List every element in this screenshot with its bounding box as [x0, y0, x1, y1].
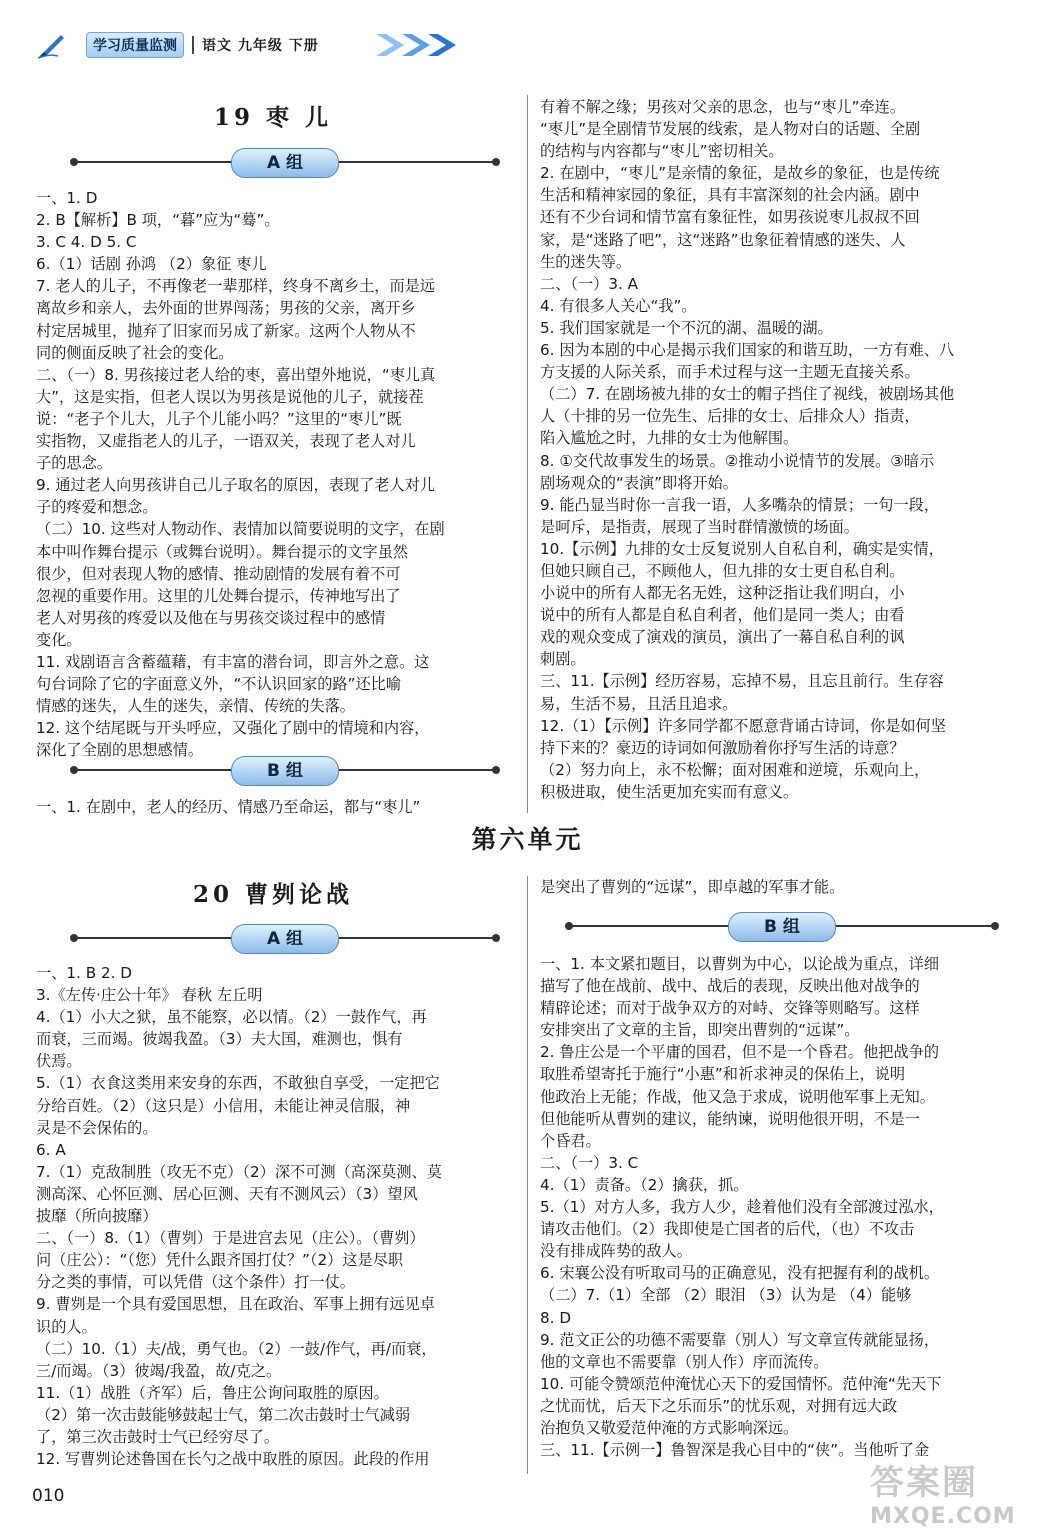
answer-line: 11.（1）战胜（齐军）后，鲁庄公询问取胜的原因。 [36, 1383, 389, 1402]
answer-line: 安排突出了文章的主旨，即突出曹刿的“远谋”。 [540, 1021, 860, 1040]
answer-line: 一、1. 本文紧扣题目，以曹刿为中心，以论战为重点，详细 [540, 955, 940, 973]
answer-line: 的结构与内容都与“枣儿”密切相关。 [540, 142, 784, 161]
lesson-19-title: 19 枣 儿 [213, 104, 333, 131]
answer-line: 6.（1）话剧 孙鸿 （2）象征 枣儿 [36, 255, 267, 274]
answer-line: 老人对男孩的疼爱以及他在与男孩交谈过程中的感情 [36, 608, 386, 627]
answer-line: 子的思念。 [36, 454, 112, 473]
answer-line: 9. 范文正公的功德不需要靠（别人）写文章宣传就能显扬， [540, 1330, 940, 1349]
answer-line: 大”，这是实指，但老人误以为男孩是说他的儿子，就接茬 [36, 387, 424, 406]
answer-line: “枣儿”是全剧情节发展的线索，是人物对白的话题、全剧 [540, 120, 921, 139]
answer-line: （2）努力向上，永不松懈；面对困难和逆境，乐观向上， [540, 760, 930, 779]
lesson-20-group-a-answers-continued [540, 876, 1030, 898]
divider-dot [991, 922, 999, 930]
answer-line: 5.（1）对方人多，我方人少，趁着他们没有全部渡过泓水， [540, 1198, 944, 1217]
answer-line: 村定居城里，抛弃了旧家而另成了新家。这两个人物从不 [36, 321, 416, 340]
answer-line: 说：“老子个儿大，儿子个儿能小吗？”这里的“枣儿”既 [36, 409, 402, 428]
answer-line: 8. D [540, 1308, 572, 1327]
answer-line: 深化了全剧的思想感情。 [36, 741, 204, 760]
header-banner [80, 32, 325, 58]
answer-line: 他政治上无能；作战，他又急于求成，说明他军事上无知。 [540, 1087, 935, 1106]
answer-line: 还有不少台词和情节富有象征性，如男孩说枣儿叔叔不回 [540, 208, 920, 227]
unit-title: 第六单元 [471, 825, 584, 854]
divider-dot [70, 934, 78, 942]
answer-line: 披靡（所向披靡） [36, 1207, 158, 1226]
answer-line: 了，第三次击鼓时士气已经穷尽了。 [36, 1427, 279, 1446]
answer-line: 积极进取，使生活更加充实而有意义。 [540, 782, 799, 801]
answer-line: 5. 我们国家就是一个不沉的湖、温暖的湖。 [540, 318, 833, 337]
answer-line: 戏的观众变成了演戏的演员，演出了一幕自私自利的讽 [540, 628, 905, 647]
series-name: 学习质量监测 [86, 32, 184, 58]
answer-line: 是呵斥，是指责，展现了当时群情激愤的场面。 [540, 517, 859, 536]
answer-line: 个昏君。 [540, 1131, 601, 1150]
answer-line: 11. 戏剧语言含蓄蕴藉，有丰富的潜台词，即言外之意。这 [36, 652, 430, 671]
lesson-20-title: 20 曹刿论战 [192, 881, 353, 908]
page-header [36, 28, 456, 62]
answer-line: 一、1. D [36, 189, 98, 207]
answer-line: 他的文章也不需要靠（别人作）序而流传。 [540, 1352, 829, 1371]
group-b-label: B 组 [728, 912, 836, 942]
answer-line: 3.《左传·庄公十年》 春秋 左丘明 [36, 986, 263, 1005]
answer-line: 5.（1）衣食这类用来安身的东西，不敢独自享受，一定把它 [36, 1074, 440, 1093]
answer-line: （2）第一次击鼓能够鼓起士气，第二次击鼓时士气减弱 [36, 1405, 411, 1424]
answer-line: 二、（一）8. 男孩接过老人给的枣，喜出望外地说，“枣儿真 [36, 365, 436, 384]
answer-line: 三、11.【示例】经历容易，忘掉不易，且忘且前行。生存容 [540, 672, 944, 691]
answer-line: 方支援的人际关系，而手术过程与这一主题无直接关系。 [540, 363, 920, 382]
answer-line: 9. 能凸显当时你一言我一语，人多嘴杂的情景；一句一段， [540, 495, 940, 514]
divider-dot [492, 158, 500, 166]
divider-dot [70, 766, 78, 774]
answer-line: 之忧而忧，后天下之乐而乐”的忧乐观，对拥有远大政 [540, 1396, 898, 1415]
column-rule [527, 95, 528, 813]
pen-icon [36, 30, 66, 60]
lesson-19-group-a-answers [36, 187, 516, 761]
divider-dot [70, 158, 78, 166]
answer-line: 离故乡和亲人，去外面的世界闯荡；男孩的父亲，离开乡 [36, 299, 416, 318]
answer-line: 4.（1）责备。（2）擒获，抓。 [540, 1175, 749, 1194]
answer-line: 说中的所有人都是自私自利者，他们是同一类人；由看 [540, 606, 905, 625]
lesson-20-group-b-answers [540, 953, 1030, 1461]
answer-line: 剧场观众的“表演”即将开始。 [540, 473, 738, 492]
answer-line: （二）10.（1）夫/战，勇气也。（2）一鼓/作气，再/而衰， [36, 1339, 437, 1358]
answer-line: 12. 这个结尾既与开头呼应，又强化了剧中的情境和内容， [36, 719, 430, 738]
page-number: 010 [32, 1486, 65, 1506]
divider-dot [492, 934, 500, 942]
answer-line: 持下来的？豪迈的诗词如何激励着你抒写生活的诗意？ [540, 738, 905, 757]
group-a-label: A 组 [231, 924, 339, 954]
answer-line: 识的人。 [36, 1317, 97, 1336]
answer-line: 治抱负又敬爱范仲淹的方式影响深远。 [540, 1418, 799, 1437]
answer-line: 生的迷失等。 [540, 252, 632, 271]
answer-line: 10. 可能令赞颂范仲淹忧心天下的爱国情怀。范仲淹“先天下 [540, 1374, 942, 1393]
answer-line: 生活和精神家园的象征，具有丰富深刻的社会内涵。剧中 [540, 186, 920, 205]
group-a-divider [72, 148, 498, 176]
lesson-19-group-b-answers [36, 796, 516, 818]
answer-line: 二、（一）3. C [540, 1153, 639, 1172]
answer-line: 取胜希望寄托于施行“小惠”和祈求神灵的保佑上，说明 [540, 1065, 906, 1084]
answer-line: 4.（1）小大之狱，虽不能察，必以情。（2）一鼓作气，再 [36, 1008, 427, 1027]
answer-line: 人（十排的另一位先生、后排的女士、后排众人）指责， [540, 407, 920, 426]
answer-line: 7. 老人的儿子，不再像老一辈那样，终身不离乡土，而是远 [36, 277, 436, 296]
answer-line: 陷入尴尬之时，九排的女士为他解围。 [540, 429, 799, 448]
answer-line: 灵是不会保佑的。 [36, 1118, 158, 1137]
lesson-19-group-b-answers-continued [540, 96, 1030, 803]
answer-line: （二）10. 这些对人物动作、表情加以简要说明的文字，在剧 [36, 520, 445, 539]
answer-line: 句台词除了它的字面意义外，“不认识回家的路”还比喻 [36, 675, 402, 694]
answer-line: 同的侧面反映了社会的变化。 [36, 343, 234, 362]
watermark [870, 1455, 1050, 1533]
answer-line: 但他能听从曹刿的建议，能纳谏，说明他很开明，不是一 [540, 1109, 920, 1128]
answer-line: 分给百姓。（2）（这只是）小信用，未能让神灵信服，神 [36, 1096, 411, 1115]
answer-line: 易，生活不易，且活且追求。 [540, 694, 738, 713]
answer-line: 4. 有很多人关心“我”。 [540, 296, 697, 315]
answer-line: 很少，但对表现人物的感情、推动剧情的发展有着不可 [36, 564, 401, 583]
answer-line: 8. ①交代故事发生的场景。②推动小说情节的发展。③暗示 [540, 451, 935, 470]
answer-line: （二）7.（1）全部 （2）眼泪 （3）认为是 （4）能够 [540, 1286, 912, 1305]
answer-line: 二、（一）8.（1）（曹刿）于是进宫去见（庄公）。（曹刿） [36, 1229, 425, 1248]
chevrons-icon [372, 32, 472, 58]
group-b-label: B 组 [231, 756, 339, 786]
answer-line: 测高深、心怀叵测、居心叵测、天有不测风云）（3）望风 [36, 1184, 418, 1203]
answer-line: 2. 鲁庄公是一个平庸的国君，但不是一个昏君。他把战争的 [540, 1043, 940, 1062]
lesson-20-group-a-answers [36, 962, 516, 1470]
answer-line: 描写了他在战前、战中、战后的表现，反映出他对战争的 [540, 977, 920, 996]
answer-line: 2. 在剧中，“枣儿”是亲情的象征，是故乡的象征，也是传统 [540, 164, 940, 183]
group-b-divider [72, 756, 498, 784]
column-rule [527, 876, 528, 1474]
answer-line: 精辟论述；而对于战争双方的对峙、交锋等则略写。这样 [540, 999, 920, 1018]
group-b-divider [567, 912, 997, 940]
answer-line: 9. 曹刿是一个具有爱国思想，且在政治、军事上拥有远见卓 [36, 1295, 436, 1314]
answer-line: 7.（1）克敌制胜（攻无不克）（2）深不可测（高深莫测、莫 [36, 1162, 442, 1181]
answer-line: 2. B【解析】B 项，“暮”应为“蓦”。 [36, 211, 280, 230]
answer-line: 有着不解之缘；男孩对父亲的思念，也与“枣儿”牵连。 [540, 98, 906, 116]
answer-line: 情感的迷失，人生的迷失，亲情、传统的失落。 [36, 697, 355, 716]
watermark-logo: 答案圈 [870, 1463, 978, 1503]
answer-line: 没有排成阵势的敌人。 [540, 1242, 692, 1261]
answer-line: 是突出了曹刿的“远谋”，即卓越的军事才能。 [540, 878, 845, 896]
answer-line: 10.【示例】九排的女士反复说别人自私自利，确实是实情， [540, 539, 944, 558]
answer-line: 3. C 4. D 5. C [36, 233, 137, 252]
answer-line: 6. 因为本剧的中心是揭示我们国家的和谐互助，一方有难、八 [540, 341, 955, 360]
answer-line: 问（庄公）：“（您）凭什么跟齐国打仗？”（2）这是尽职 [36, 1251, 404, 1270]
answer-line: 9. 通过老人向男孩讲自己儿子取名的原因，表现了老人对儿 [36, 476, 436, 495]
answer-line: 实指物，又虚指老人的儿子，一语双关，表现了老人对儿 [36, 432, 416, 451]
answer-line: 伏焉。 [36, 1052, 82, 1071]
answer-line: （二）7. 在剧场被九排的女士的帽子挡住了视线，被剧场其他 [540, 385, 955, 404]
answer-line: 而衰，三而竭。彼竭我盈。（3）夫大国，难测也，惧有 [36, 1030, 403, 1049]
watermark-url: MXQE.COM [870, 1504, 1016, 1529]
group-a-label: A 组 [231, 148, 339, 178]
divider-dot [492, 766, 500, 774]
answer-line: 刺剧。 [540, 650, 586, 669]
answer-line: 子的疼爱和想念。 [36, 498, 158, 517]
answer-line: 本中叫作舞台提示（或舞台说明）。舞台提示的文字虽然 [36, 542, 409, 561]
answer-line: 二、（一）3. A [540, 274, 639, 293]
answer-line: 分之类的事情，可以凭借（这个条件）打一仗。 [36, 1273, 355, 1292]
answer-line: 忽视的重要作用。这里的儿处舞台提示，传神地写出了 [36, 586, 401, 605]
divider-dot [565, 922, 573, 930]
answer-line: 但她只顾自己，不顾他人，但九排的女士更自私自利。 [540, 561, 905, 580]
answer-line: 家，是“迷路了吧”，这“迷路”也象征着情感的迷失、人 [540, 230, 906, 249]
answer-line: 6. A [36, 1140, 66, 1159]
answer-line: 6. 宋襄公没有听取司马的正确意见，没有把握有利的战机。 [540, 1264, 940, 1283]
answer-line: 变化。 [36, 630, 82, 649]
answer-line: 三、11.【示例一】鲁智深是我心目中的“侠”。当他听了金 [540, 1441, 930, 1460]
answer-line: 小说中的所有人都无名无姓，这种泛指让我们明白，小 [540, 584, 905, 603]
answer-line: 一、1. 在剧中，老人的经历、情感乃至命运，都与“枣儿” [36, 798, 421, 816]
book-info: 语文 九年级 下册 [202, 38, 319, 54]
answer-line: 请攻击他们。（2）我即使是亡国者的后代，（也）不攻击 [540, 1220, 915, 1239]
group-a-divider [72, 924, 498, 952]
answer-line: 12. 写曹刿论述鲁国在长勺之战中取胜的原因。此段的作用 [36, 1450, 430, 1469]
answer-line: 三/而竭。（3）彼竭/我盈，故/克之。 [36, 1361, 282, 1380]
answer-line: 12.（1）【示例】许多同学都不愿意背诵古诗词，你是如何坚 [540, 716, 946, 735]
header-separator [192, 36, 194, 54]
answer-line: 一、1. B 2. D [36, 964, 132, 982]
